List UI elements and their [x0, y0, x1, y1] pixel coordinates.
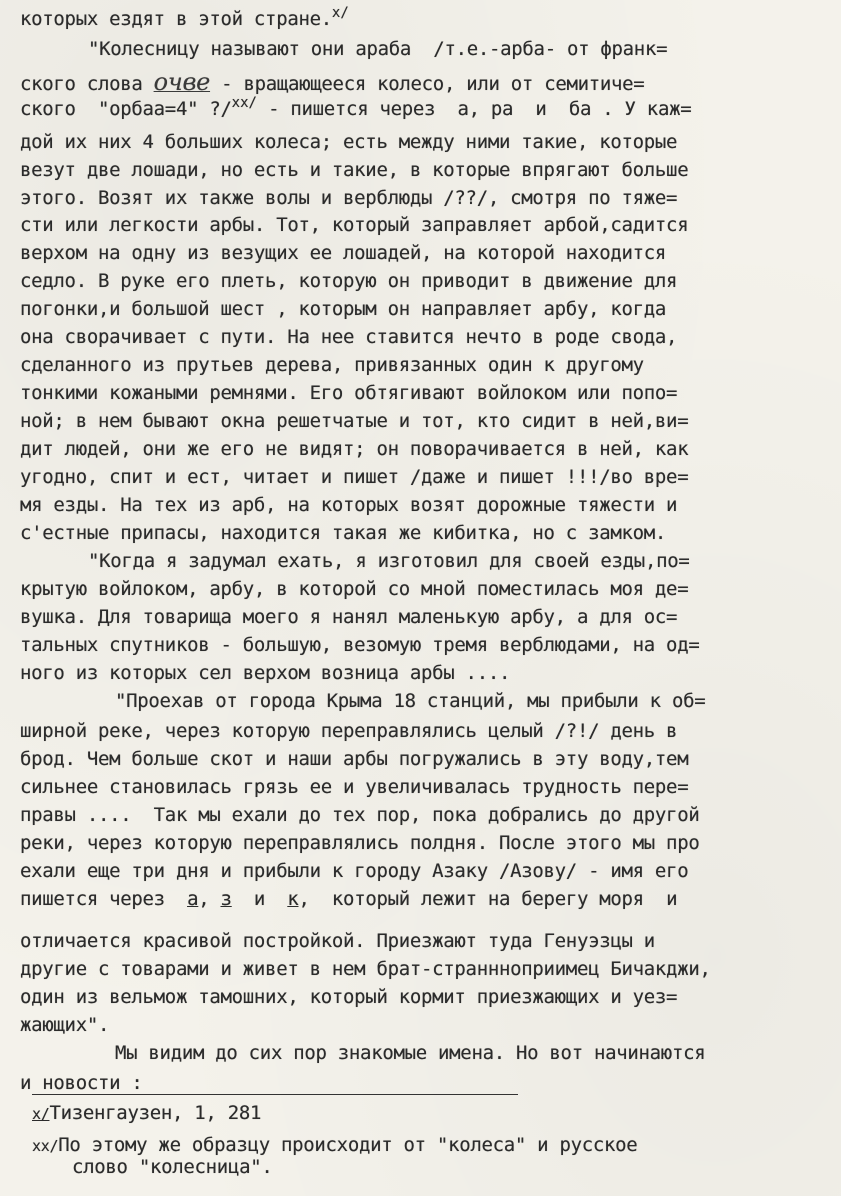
text-line: ного из которых сел верхом возница арбы .... [20, 662, 511, 684]
text-line: "Когда я задумал ехать, я изготовил для своей езды,по= [88, 550, 690, 572]
text-line: ехали еще три дня и прибыли к городу Азаку /Азову/ - имя его [20, 860, 689, 882]
text-line: и новости : [20, 1072, 143, 1094]
text-line: ной; в нем бывают окна решетчатые и тот, кто сидит в ней,ви= [20, 410, 689, 432]
text-line: ского слова очве - вращающееся колесо, или от семитиче= [20, 68, 645, 96]
text-line: сти или легкости арбы. Тот, который заправляет арбой,садится [20, 214, 689, 236]
text-line: "Проехав от города Крыма 18 станций, мы прибыли к об= [115, 690, 706, 712]
footnote-mark: xx/ [231, 95, 257, 111]
text-line: везут две лошади, но есть и такие, в которые впрягают больше [20, 159, 689, 181]
text-line: другие с товарами и живет в нем брат-страннноприимец Бичакджи, [20, 958, 711, 980]
text-line: этого. Возят их также волы и верблюды /??/, смотря по тяже= [20, 187, 678, 209]
text-line: седло. В руке его плеть, которую он приводит в движение для [20, 270, 678, 292]
text-line: отличается красивой постройкой. Приезжают туда Генуэзцы и [20, 930, 655, 952]
text-line: погонки,и большой шест , которым он направляет арбу, когда [20, 298, 667, 320]
text-line: мя езды. На тех из арб, на которых возят дорожные тяжести и [20, 494, 678, 516]
text-line: брод. Чем больше скот и наши арбы погружались в эту воду,тем [20, 748, 689, 770]
text-line: Мы видим до сих пор знакомые имена. Но вот начинаются [115, 1042, 706, 1064]
text-line: сильнее становилась грязь ее и увеличивалась трудность пере= [20, 776, 689, 798]
text-line: один из вельмож тамошних, который кормит приезжающих и уез= [20, 986, 678, 1008]
footnote-separator [32, 1094, 518, 1095]
text-line: тонкими кожаными ремнями. Его обтягивают войлоком или попо= [20, 382, 678, 404]
text-line: жающих". [20, 1014, 110, 1036]
text-line: с'естные припасы, находится такая же кибитка, но с замком. [20, 522, 667, 544]
text-line: ширной реке, через которую переправлялись целый /?!/ день в [20, 720, 678, 742]
text-line: "Колесницу называют они араба /т.е.-арба- от франк= [88, 38, 668, 60]
footnote-mark: x/ [32, 1105, 50, 1123]
text-line: дой их них 4 больших колеса; есть между ними такие, которые [20, 131, 678, 153]
handwritten-word: очве [153, 68, 211, 96]
text-line: пишется через а, з и к, который лежит на берегу моря и [20, 888, 678, 910]
footnote: x/Тизенгаузен, 1, 281 [32, 1102, 262, 1124]
text-line: сделанного из прутьев дерева, привязанных один к другому [20, 354, 644, 376]
text-line: вушка. Для товарища моего я нанял маленькую арбу, а для ос= [20, 606, 678, 628]
text-line: правы .... Так мы ехали до тех пор, пока добрались до другой [20, 804, 700, 826]
text-line: она сворачивает с пути. На нее ставится нечто в роде свода, [20, 326, 678, 348]
text-line: дит людей, они же его не видят; он поворачивается в ней, как [20, 438, 689, 460]
text-line: тальных спутников - большую, везомую тремя верблюдами, на од= [20, 634, 700, 656]
footnote-mark: x/ [331, 5, 349, 21]
footnote: xx/По этому же образцу происходит от "колеса" и русское [32, 1134, 638, 1156]
text-line: ского "орбаа=4" ?/$^{xx/}$ - пишется через а, ра и ба . У каж= [20, 95, 692, 120]
text-line: крытую войлоком, арбу, в которой со мной поместилась моя де= [20, 578, 689, 600]
footnote-mark: xx/ [32, 1137, 59, 1155]
text-line: которых ездят в этой стране.$^{x/}$ [20, 5, 349, 30]
text-line: реки, через которую переправлялись полдня. После этого мы про [20, 832, 700, 854]
text-line: угодно, спит и ест, читает и пишет /даже и пишет !!!/во вре= [20, 466, 689, 488]
text-line: верхом на одну из везущих ее лошадей, на которой находится [20, 242, 667, 264]
footnote: слово "колесница". [72, 1156, 273, 1178]
